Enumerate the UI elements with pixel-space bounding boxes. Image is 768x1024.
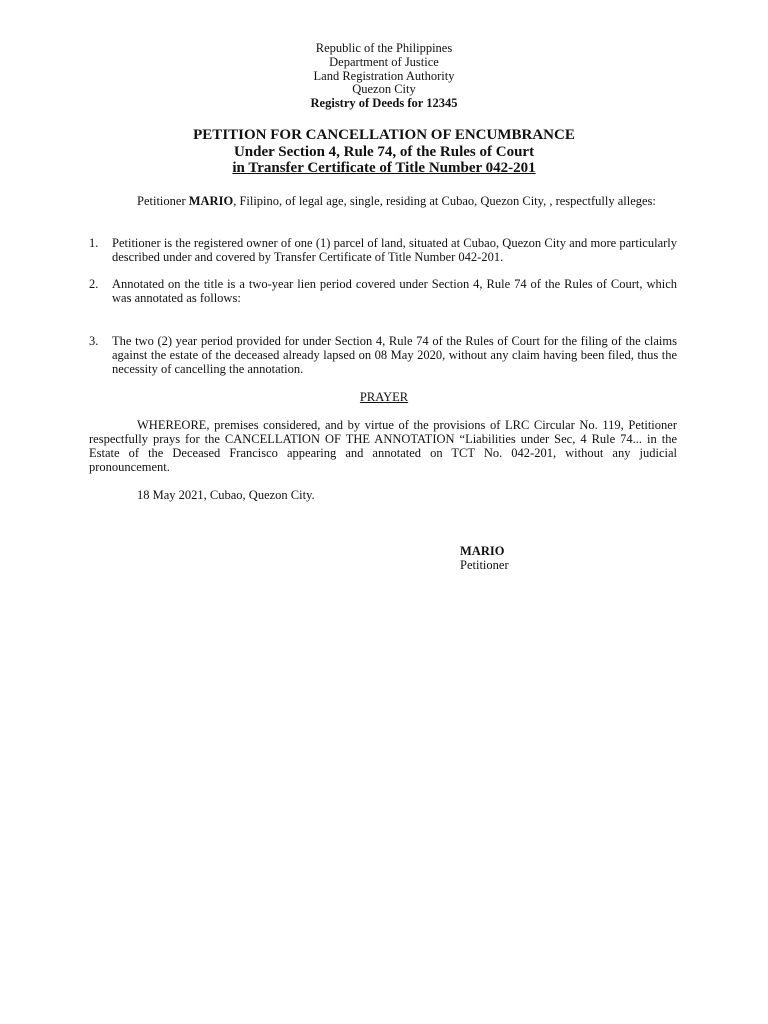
header-city: Quezon City <box>352 82 416 97</box>
date-line: 18 May 2021, Cubao, Quezon City. <box>137 488 315 502</box>
title-subtitle: Under Section 4, Rule 74, of the Rules of Court <box>233 143 535 160</box>
header-authority: Land Registration Authority <box>313 68 455 83</box>
signature-block <box>460 544 509 572</box>
intro-petitioner-name: MARIO <box>188 194 234 208</box>
allegation-item-3 <box>89 334 677 376</box>
item-text: Annotated on the title is a two-year lien period covered under Section 4, Rule 74 of the Rules of Court, which was annotated as follows: <box>112 277 677 305</box>
item-text: The two (2) year period provided for under Section 4, Rule 74 of the Rules of Court for the filing of the claims against the estate of the deceased already lapsed on 08 May 2020, without any claim having been filed, thus the necessity of cancelling the annotation. <box>112 334 677 376</box>
header-registry: Registry of Deeds for 12345 <box>310 96 458 111</box>
allegation-item-1 <box>89 236 677 264</box>
item-number: 2. <box>89 277 99 291</box>
title-main: PETITION FOR CANCELLATION OF ENCUMBRANCE <box>193 127 575 143</box>
document-header <box>0 42 768 111</box>
item-number: 1. <box>89 236 99 250</box>
item-text: Petitioner is the registered owner of one (1) parcel of land, situated at Cubao, Quezon City and more particularly described under and covered by Transfer Certificate of Title Number 042-201. <box>112 236 677 264</box>
signature-role: Petitioner <box>460 558 509 572</box>
intro-prefix: Petitioner <box>137 194 189 208</box>
intro-paragraph <box>89 194 677 208</box>
title-certificate: in Transfer Certificate of Title Number 042-201 <box>232 160 536 176</box>
allegation-item-2 <box>89 277 677 305</box>
header-republic: Republic of the Philippines <box>315 41 453 55</box>
prayer-paragraph: WHEREORE, premises considered, and by virtue of the provisions of LRC Circular No. 119, Petitioner respectfully prays for the CANCELLATION OF THE ANNOTATION “Liabilities under Sec, 4 Rule 74... in the Estate of the Deceased Francisco appearing and annotated on TCT No. 042-201, without any judicial pronouncement. <box>89 418 677 474</box>
intro-suffix: , Filipino, of legal age, single, residing at Cubao, Quezon City, , respectfully alleges: <box>233 194 656 208</box>
item-number: 3. <box>89 334 99 348</box>
petition-title <box>0 127 768 177</box>
header-department: Department of Justice <box>329 54 439 69</box>
prayer-heading: PRAYER <box>359 390 409 404</box>
signature-name: MARIO <box>460 544 505 558</box>
